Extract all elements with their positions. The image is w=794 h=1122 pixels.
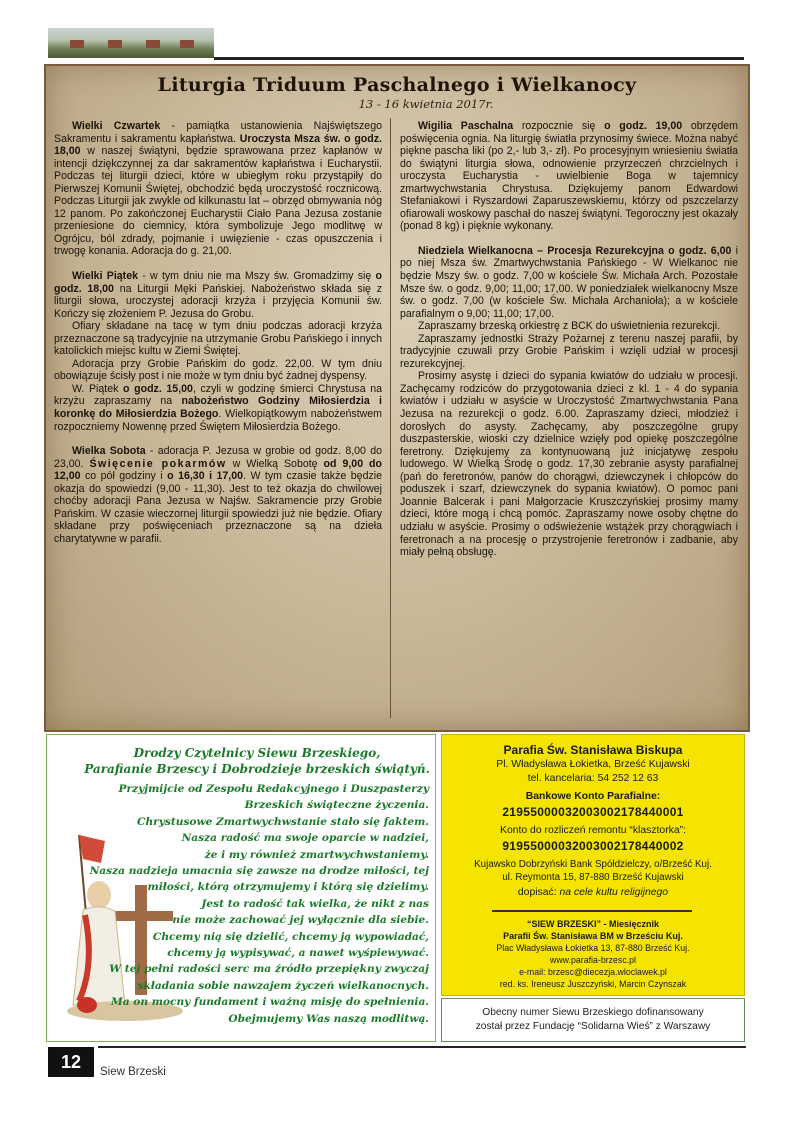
paragraph-procession-help: Prosimy asystę i dzieci do sypania kwiatów do udziału w procesji. Zachęcamy rodziców do przygotowania dzieci z kl. 1 - 4 do sypania kwiatów i udziału w asyście w Uroczystość Zmartwychwstania Pana Jezusa na rezurekcji o godz. 6.00. Zapraszamy dzieci, młodzież i dorosłych do asysty. Zachęcamy, aby poszczególne grupy duszpasterskie, wioski czy dzielnice wzięły pod opiekę poszczególne feretrony. Dziękujemy za kontynuowaną już inicjatywę zespołu ludowego. W Wielką Środę o godz. 17,30 zebranie asysty parafialnej (pań do feretronów, panów do chorągwi, dziewczynek i chłopców do poduszek i szarf, dziewczynek do sypania kwiatów). O pomoc pani Joannie Balcerak i pani Małgorzacie Kruszczyńskiej prosimy mamy dzieci, które mogą i chcą pomóc. Zapraszamy nowe osoby chętne do udziału w asyście. Prosimy o odświeżenie wstążek przy chorągwiach i feretronach a na procesję o przystrojenie feretronów i zadbanie, aby miały pełną obsługę. xyxy=(400,370,738,559)
bank-name: Kujawsko Dobrzyński Bank Spółdzielczy, o/Brześć Kuj. xyxy=(474,859,712,870)
article-right-column xyxy=(400,120,738,559)
parish-name: Parafia Św. Stanisława Biskupa xyxy=(503,743,683,757)
funding-line-1: Obecny numer Siewu Brzeskiego dofinansowany xyxy=(482,1007,704,1018)
photo-house xyxy=(180,40,194,48)
greeting-line: Chcemy nią się dzielić, chcemy ją wypowiadać, xyxy=(152,930,429,943)
magazine-editors: red. ks. Ireneusz Juszczyński, Marcin Czynszak xyxy=(499,979,687,989)
paragraph-divine-mercy: W. Piątek o godz. 15,00, czyli w godzinę śmierci Chrystusa na krzyżu zapraszamy na nabożeństwo Godziny Miłosierdzia i koronkę do Miłosierdzia Bożego. Wielkopiątkowym nabożeństwem rozpoczniemy Nowennę przed Świętem Miłosierdzia Bożego. xyxy=(54,382,382,433)
top-rule xyxy=(214,57,744,60)
paragraph-maundy-thursday: Wielki Czwartek - pamiątka ustanowienia Najświętszego Sakramentu i sakramentu kapłaństwa. Uroczysta Msza św. o godz. 18,00 w naszej świątyni, będzie sprawowana przez kapłanów w intencji dziękczynnej za dar sakramentów kapłaństwa i Eucharystii. Podczas tej liturgii dzieci, które w ubiegłym roku przystąpiły do Pierwszej Komunii Świętej, obchodzić będą uroczystość rocznicową. Podczas Liturgii jak zwykle od kilkunastu lat – obrzęd obmywania nóg 12 panom. Po zakończonej Eucharystii Ciało Pana Jezusa zostanie przeniesione do ciemnicy, która symbolizuje Jego modlitwę w Ogrójcu, ból zdrady, pojmanie i uwięzienie - czas opuszczenia i trwogę konania. Adoracja do g. 21,00. xyxy=(54,120,382,258)
parish-phone: tel. kancelaria: 54 252 12 63 xyxy=(527,773,659,784)
funding-note-box xyxy=(441,998,745,1042)
bottom-rule xyxy=(98,1046,746,1048)
photo-house xyxy=(146,40,160,48)
article-title: Liturgia Triduum Paschalnego i Wielkanocy xyxy=(157,74,637,96)
greeting-line: chcemy ją wypisywać, a nawet wyśpiewywać. xyxy=(167,947,429,960)
funding-line-2: został przez Fundację “Solidarna Wieś” z Warszawy xyxy=(475,1021,711,1032)
magazine-website[interactable]: www.parafia-brzesc.pl xyxy=(549,955,637,965)
paragraph-easter-vigil: Wigilia Paschalna rozpocznie się o godz. 19,00 obrzędem poświęcenia ognia. Na liturgię światła przynosimy świece. Można nabyć piękne pascha liki (po 2,- lub 3,- zł). Po procesyjnym wniesieniu światła do świątyni liturgia słowa, odnowienie przyrzeczeń chrzcielnych i uroczysta Eucharystia - uwielbienie Boga w tajemnicy zmartwychwstania Chrystusa. Dziękujemy panom Edwardowi Stefaniakowi i Ryszardowi Zaparuszewskiemu, którzy od pszczelarzy ofiarowali woskowy paschał do naszej świątyni. Tegoroczny jest okazały (ponad 8 kg) i pięknie wykonany. xyxy=(400,120,738,233)
page-number: 12 xyxy=(48,1047,94,1077)
greeting-line: Brzeskich świąteczne życzenia. xyxy=(244,799,429,812)
greeting-line: Chrystusowe Zmartwychwstanie stało się faktem. xyxy=(137,815,429,828)
paragraph-orchestra: Zapraszamy brzeską orkiestrę z BCK do uświetnienia rezurekcji. xyxy=(418,320,721,333)
magazine-parish: Parafii Św. Stanisława BM w Brześciu Kuj. xyxy=(503,931,683,941)
greeting-line: Ma on mocny fundament i ważną misję do spełnienia. xyxy=(111,996,429,1009)
greeting-line: Przyjmijcie od Zespołu Redakcyjnego i Duszpasterzy xyxy=(118,783,429,795)
paragraph-easter-sunday: Niedziela Wielkanocna – Procesja Rezurekcyjna o godz. 6,00 i po niej Msza św. Zmartwychwstania Pańskiego - W Wielkanoc nie będzie Mszy św. o godz. 7,00 w kościele Św. Michała Arch. Pozostałe Msze św. o godz. 9,00; 11,00; 17,00. W poniedziałek wielkanocny Msze św. o godz. 7,00 (w kościele Św. Michała Archanioła); a w kościele parafialnym o 9,00; 11,00; 17,00. xyxy=(400,244,739,320)
greeting-line: miłości, którą otrzymujemy i którą się dzielimy. xyxy=(147,881,429,894)
easter-greeting-box xyxy=(46,734,436,1042)
photo-house xyxy=(108,40,122,48)
parish-info-box xyxy=(441,734,745,996)
greeting-heading: Drodzy Czytelnicy Siewu Brzeskiego, Parafianie Brzescy i Dobrodzieje brzeskich świątyń. xyxy=(84,746,430,776)
magazine-title: “SIEW BRZESKI” - Miesięcznik xyxy=(526,919,660,929)
greeting-line: W tej pełni radości serc ma źródło przepiękny zwyczaj xyxy=(109,963,429,976)
article-box xyxy=(44,64,750,732)
greeting-text xyxy=(69,781,429,1027)
renovation-account-label: Konto do rozliczeń remontu “klasztorka”: xyxy=(500,825,686,836)
greeting-line: Nasza radość ma swoje oparcie w nadziei, xyxy=(181,832,429,845)
greeting-line: nie może zachować jej wyłącznie dla siebie. xyxy=(172,914,429,927)
photo-house xyxy=(70,40,84,48)
bank-account-number: 21955000032003002178440001 xyxy=(502,805,684,819)
paragraph-adoration: Adoracja przy Grobie Pańskim do godz. 22,00. W tym dniu obowiązuje ścisły post i nie może w tym dniu być żadnej dyspensy. xyxy=(54,357,382,383)
column-divider xyxy=(390,118,391,718)
info-separator xyxy=(492,910,692,912)
paragraph-good-friday: Wielki Piątek - w tym dniu nie ma Mszy św. Gromadzimy się o godz. 18,00 na Liturgii Męki Pańskiej. Nabożeństwo składa się z liturgii słowa, uroczystej adoracji krzyża i przyjęcia Komunii św. Kończy się złożeniem P. Jezusa do Grobu. xyxy=(54,270,383,320)
paragraph-fire-brigade: Zapraszamy jednostki Straży Pożarnej z terenu naszej parafii, by tradycyjnie czuwali przy Grobie Pańskim i wzięli udział w procesji rezurekcyjnej. xyxy=(400,332,738,370)
bank-address: ul. Reymonta 15, 87-880 Brześć Kujawski xyxy=(502,872,684,883)
greeting-line: że i my również zmartwychwstaniemy. xyxy=(204,848,429,861)
parish-address: Pl. Władysława Łokietka, Brześć Kujawski xyxy=(496,759,690,770)
transfer-note: dopisać: na cele kultu religijnego xyxy=(517,887,669,898)
greeting-line: Nasza nadzieja umacnia się zawsze na drodze miłości, tej xyxy=(89,865,429,878)
greeting-line: składania sobie nawzajem życzeń wielkanocnych. xyxy=(137,979,429,992)
magazine-address: Plac Władysława Łokietka 13, 87-880 Brześć Kuj. xyxy=(496,943,690,953)
renovation-account-number: 91955000032003002178440002 xyxy=(502,839,684,853)
greeting-line: Jest to radość tak wielka, że nikt z nas xyxy=(201,897,429,910)
bank-account-label: Bankowe Konto Parafialne: xyxy=(525,791,661,802)
paragraph-holy-saturday: Wielka Sobota - adoracja P. Jezusa w grobie od godz. 8,00 do 23,00. Święcenie pokarmów w Wielką Sobotę od 9,00 do 12,00 co pół godziny i o 16,30 i 17,00. W tym czasie także będzie okazja do spowiedzi (9,00 - 11,30). Jest to też okazja do chwilowej choćby adoracji Pana Jezusa w Najśw. Sakramencie przy Grobie Pańskim. W czasie wieczornej liturgii spowiedzi już nie będzie. Ofiary składane przy poświęceniach przeznaczone są na dzieła charytatywne w parafii. xyxy=(54,445,383,545)
article-date: 13 - 16 kwietnia 2017r. xyxy=(358,97,494,111)
greeting-line: Obejmujemy Was naszą modlitwą. xyxy=(228,1012,429,1025)
footer-publication-name: Siew Brzeski xyxy=(100,1066,166,1078)
header-photo xyxy=(48,28,214,58)
magazine-email[interactable]: e-mail: brzesc@diecezja.wloclawek.pl xyxy=(519,967,667,977)
article-left-column xyxy=(54,120,382,546)
paragraph-offerings: Ofiary składane na tacę w tym dniu podczas adoracji krzyża przeznaczone są tradycyjnie na utrzymanie Grobu Pańskiego i innych katolickich miejsc kultu w Ziemi Świętej. xyxy=(54,320,382,358)
